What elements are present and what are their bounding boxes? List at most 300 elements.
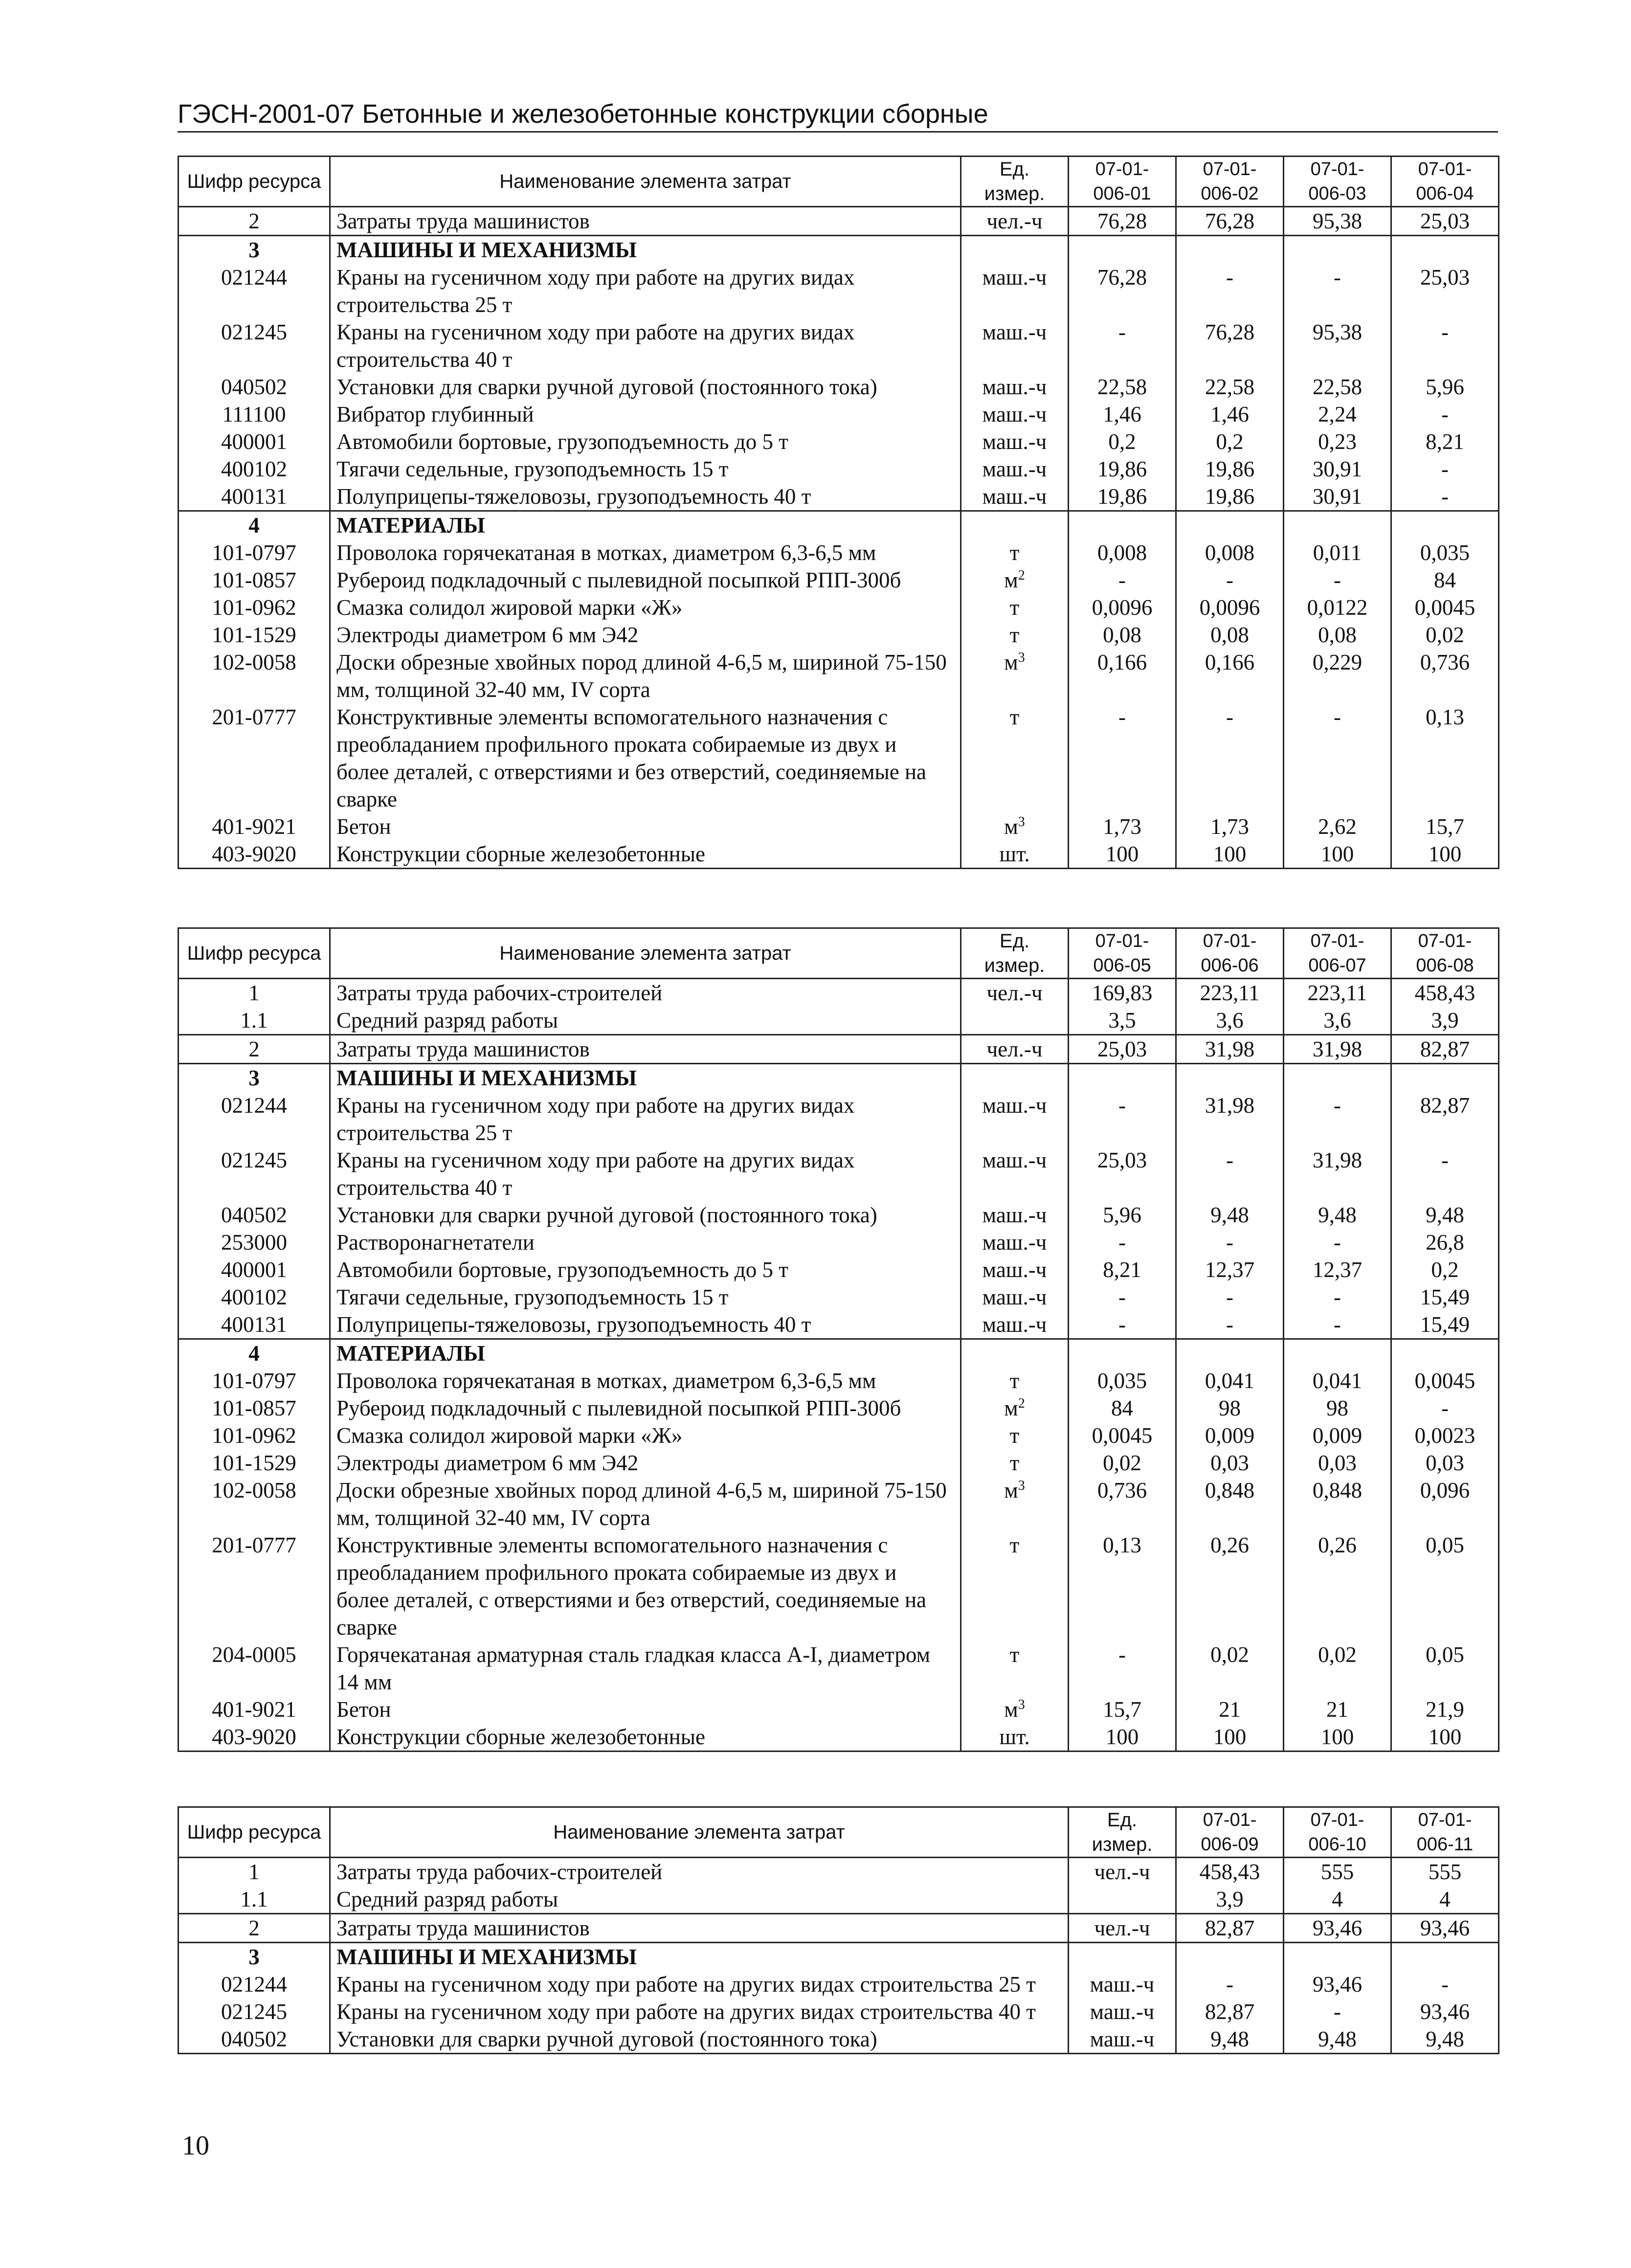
resource-name: Бетон (330, 1696, 961, 1723)
resource-code: 021245 (179, 1998, 330, 2025)
table-row (179, 318, 1499, 373)
norm-value: 0,008 (1176, 539, 1284, 566)
norm-value: 0,03 (1284, 1449, 1391, 1477)
resource-code: 3 (179, 236, 330, 264)
norm-value: - (1284, 1283, 1391, 1311)
norm-value: 0,041 (1284, 1367, 1391, 1394)
norm-value (1284, 1064, 1391, 1092)
norm-value: 0,0045 (1391, 1367, 1499, 1394)
table-row (179, 1007, 1499, 1035)
table-row (179, 1449, 1499, 1477)
norm-value: 100 (1069, 840, 1176, 869)
norm-value: 3,5 (1069, 1007, 1176, 1035)
norm-code-header (1069, 928, 1176, 979)
norm-value (1284, 1943, 1391, 1971)
norm-value: 100 (1176, 840, 1284, 869)
resource-unit: чел.-ч (961, 207, 1069, 236)
norm-value: 0,0045 (1069, 1422, 1176, 1449)
resource-unit: $м^2$ (961, 566, 1069, 594)
norm-value: 100 (1176, 1723, 1284, 1752)
resource-unit: маш.-ч (961, 1229, 1069, 1256)
norm-value: 93,46 (1391, 1998, 1499, 2025)
norm-value (1176, 1943, 1284, 1971)
table-row (179, 1146, 1499, 1201)
resource-name: МАШИНЫ И МЕХАНИЗМЫ (330, 1064, 961, 1092)
resource-code: 403-9020 (179, 1723, 330, 1752)
resource-table-1 (178, 156, 1499, 869)
norm-value: 25,03 (1391, 207, 1499, 236)
resource-code: 400001 (179, 428, 330, 455)
resource-name: Вибратор глубинный (330, 401, 961, 428)
norm-value: 31,98 (1176, 1092, 1284, 1146)
norm-value: 0,08 (1284, 621, 1391, 649)
resource-unit: т (961, 703, 1069, 813)
norm-value: 3,6 (1284, 1007, 1391, 1035)
resource-unit: т (961, 1422, 1069, 1449)
table-row (179, 1035, 1499, 1064)
norm-value: 15,49 (1391, 1311, 1499, 1339)
col-unit-header: Ед. измер. (961, 157, 1069, 207)
resource-unit (961, 1064, 1069, 1092)
norm-value: 31,98 (1284, 1035, 1391, 1064)
table-row (179, 539, 1499, 566)
resource-unit: маш.-ч (961, 264, 1069, 318)
resource-name: Электроды диаметром 6 мм Э42 (330, 621, 961, 649)
norm-value: 25,03 (1069, 1146, 1176, 1201)
norm-value: 25,03 (1069, 1035, 1176, 1064)
table-row (179, 979, 1499, 1007)
norm-value: - (1176, 1146, 1284, 1201)
resource-code: 021244 (179, 1971, 330, 1998)
norm-value: 0,2 (1391, 1256, 1499, 1283)
norm-value: 21 (1284, 1696, 1391, 1723)
norm-value (1391, 1943, 1499, 1971)
resource-unit: маш.-ч (961, 1146, 1069, 1201)
resource-code: 3 (179, 1943, 330, 1971)
norm-value: 8,21 (1391, 428, 1499, 455)
norm-value: 22,58 (1284, 373, 1391, 401)
norm-value: 9,48 (1284, 2025, 1391, 2054)
norm-value (1284, 236, 1391, 264)
norm-value: 3,9 (1176, 1886, 1284, 1914)
col-code-header: Шифр ресурса (179, 1807, 330, 1858)
table-row (179, 1201, 1499, 1229)
resource-name: Краны на гусеничном ходу при работе на других видах строительства 40 т (330, 1998, 1069, 2025)
norm-value: 100 (1284, 840, 1391, 869)
resource-unit: т (961, 539, 1069, 566)
norm-value (1284, 1339, 1391, 1368)
resource-unit: маш.-ч (961, 401, 1069, 428)
resource-name: Средний разряд работы (330, 1886, 1069, 1914)
table-row (179, 1886, 1499, 1914)
resource-name: Автомобили бортовые, грузоподъемность до 5 т (330, 1256, 961, 1283)
resource-code: 101-0797 (179, 1367, 330, 1394)
norm-value: - (1284, 1229, 1391, 1256)
resource-code: 040502 (179, 1201, 330, 1229)
norm-value: 30,91 (1284, 455, 1391, 483)
norm-value: 95,38 (1284, 318, 1391, 373)
resource-unit: чел.-ч (1069, 1914, 1176, 1943)
norm-value: 0,736 (1391, 649, 1499, 703)
norm-value: 0,736 (1069, 1477, 1176, 1531)
norm-code-part: 006-08 (1416, 955, 1474, 976)
table-row (179, 566, 1499, 594)
resource-name: Тягачи седельные, грузоподъемность 15 т (330, 1283, 961, 1311)
norm-value: - (1176, 264, 1284, 318)
norm-value: 82,87 (1176, 1998, 1284, 2025)
resource-code: 201-0777 (179, 703, 330, 813)
norm-code-part: 07-01- (1310, 931, 1364, 951)
table-row (179, 428, 1499, 455)
table-row (179, 1696, 1499, 1723)
norm-value: 458,43 (1176, 1858, 1284, 1886)
section-row (179, 511, 1499, 539)
resource-unit (961, 1007, 1069, 1035)
resource-code: 101-0857 (179, 1394, 330, 1422)
norm-value: 1,73 (1176, 813, 1284, 840)
norm-value: 100 (1391, 840, 1499, 869)
norm-value (1176, 236, 1284, 264)
norm-value (1069, 236, 1176, 264)
resource-unit: чел.-ч (961, 1035, 1069, 1064)
col-name-header: Наименование элемента затрат (330, 1807, 1069, 1858)
resource-name: МАШИНЫ И МЕХАНИЗМЫ (330, 1943, 1069, 1971)
resource-name: Доски обрезные хвойных пород длиной 4-6,5 м, шириной 75-150 мм, толщиной 32-40 мм, IV сорта (330, 1477, 961, 1531)
norm-value: 0,035 (1069, 1367, 1176, 1394)
norm-value: 2,62 (1284, 813, 1391, 840)
norm-value: 100 (1069, 1723, 1176, 1752)
resource-code: 204-0005 (179, 1641, 330, 1696)
resource-table-2 (178, 927, 1499, 1752)
resource-name: Электроды диаметром 6 мм Э42 (330, 1449, 961, 1477)
norm-value: 21,9 (1391, 1696, 1499, 1723)
section-row (179, 1339, 1499, 1368)
table-row (179, 1311, 1499, 1339)
norm-value: - (1069, 1283, 1176, 1311)
resource-unit: маш.-ч (961, 1256, 1069, 1283)
table-row (179, 840, 1499, 869)
norm-code-header (1391, 928, 1499, 979)
table-row (179, 649, 1499, 703)
resource-unit (961, 511, 1069, 539)
table-row (179, 1723, 1499, 1752)
resource-code: 040502 (179, 373, 330, 401)
norm-value: 15,7 (1391, 813, 1499, 840)
page-header: ГЭСН-2001-07 Бетонные и железобетонные конструкции сборные (178, 97, 1498, 133)
norm-code-part: 07-01- (1418, 1810, 1472, 1830)
table-row (179, 1998, 1499, 2025)
norm-value: 76,28 (1069, 207, 1176, 236)
norm-value: 0,011 (1284, 539, 1391, 566)
norm-value: 1,46 (1069, 401, 1176, 428)
norm-value: 0,229 (1284, 649, 1391, 703)
norm-value: 9,48 (1391, 2025, 1499, 2054)
norm-value: 22,58 (1176, 373, 1284, 401)
resource-name: Рубероид подкладочный с пылевидной посыпкой РПП-300б (330, 1394, 961, 1422)
resource-unit: $м^3$ (961, 1696, 1069, 1723)
norm-value: - (1176, 703, 1284, 813)
resource-unit: маш.-ч (1069, 1998, 1176, 2025)
norm-value: 84 (1069, 1394, 1176, 1422)
norm-value: - (1284, 1311, 1391, 1339)
resource-unit: маш.-ч (961, 1311, 1069, 1339)
norm-value: 98 (1284, 1394, 1391, 1422)
resource-name: Автомобили бортовые, грузоподъемность до 5 т (330, 428, 961, 455)
norm-value: - (1391, 1971, 1499, 1998)
table-row (179, 1914, 1499, 1943)
resource-name: Установки для сварки ручной дуговой (постоянного тока) (330, 2025, 1069, 2054)
page-number: 10 (182, 2131, 209, 2161)
norm-code-part: 006-09 (1201, 1834, 1259, 1855)
norm-code-part: 006-03 (1308, 183, 1366, 204)
norm-value: 0,848 (1284, 1477, 1391, 1531)
resource-unit (1069, 1886, 1176, 1914)
norm-value: 4 (1284, 1886, 1391, 1914)
norm-value: 0,05 (1391, 1641, 1499, 1696)
norm-value: 19,86 (1176, 455, 1284, 483)
norm-value: 26,8 (1391, 1229, 1499, 1256)
table-row (179, 455, 1499, 483)
section-row (179, 1064, 1499, 1092)
resource-name: МАТЕРИАЛЫ (330, 1339, 961, 1368)
norm-value: 76,28 (1176, 318, 1284, 373)
norm-value: 0,26 (1284, 1531, 1391, 1641)
resource-unit: маш.-ч (961, 1283, 1069, 1311)
norm-code-part: 07-01- (1203, 931, 1257, 951)
norm-value: 0,26 (1176, 1531, 1284, 1641)
norm-code-part: 07-01- (1203, 1810, 1257, 1830)
resource-code: 201-0777 (179, 1531, 330, 1641)
norm-value: 9,48 (1176, 2025, 1284, 2054)
section-row (179, 236, 1499, 264)
norm-code-header (1176, 1807, 1284, 1858)
resource-code: 102-0058 (179, 1477, 330, 1531)
col-unit-header: Ед. измер. (961, 928, 1069, 979)
resource-name: Горячекатаная арматурная сталь гладкая класса А-I, диаметром 14 мм (330, 1641, 961, 1696)
norm-code-header (1176, 157, 1284, 207)
norm-value: 30,91 (1284, 483, 1391, 511)
norm-code-header (1176, 928, 1284, 979)
table-row (179, 207, 1499, 236)
norm-value (1176, 511, 1284, 539)
norm-value: 15,49 (1391, 1283, 1499, 1311)
norm-value: 223,11 (1284, 979, 1391, 1007)
norm-value: - (1284, 1092, 1391, 1146)
resource-name: Установки для сварки ручной дуговой (постоянного тока) (330, 373, 961, 401)
resource-name: Затраты труда рабочих-строителей (330, 1858, 1069, 1886)
norm-value: - (1391, 318, 1499, 373)
norm-value (1176, 1064, 1284, 1092)
norm-code-header (1284, 928, 1391, 979)
norm-value: 0,02 (1391, 621, 1499, 649)
resource-name: Тягачи седельные, грузоподъемность 15 т (330, 455, 961, 483)
resource-unit (1069, 1943, 1176, 1971)
resource-name: Конструкции сборные железобетонные (330, 840, 961, 869)
resource-name: Установки для сварки ручной дуговой (постоянного тока) (330, 1201, 961, 1229)
norm-value: 3,6 (1176, 1007, 1284, 1035)
table-header-row (179, 1807, 1499, 1858)
resource-unit: маш.-ч (961, 483, 1069, 511)
norm-value: 458,43 (1391, 979, 1499, 1007)
resource-code: 400001 (179, 1256, 330, 1283)
table-row (179, 703, 1499, 813)
resource-code: 2 (179, 207, 330, 236)
resource-code: 101-0962 (179, 594, 330, 621)
resource-unit: т (961, 1531, 1069, 1641)
norm-code-part: 006-02 (1201, 183, 1259, 204)
norm-value: 0,166 (1069, 649, 1176, 703)
norm-value: 98 (1176, 1394, 1284, 1422)
table-row (179, 1641, 1499, 1696)
resource-unit: $м^3$ (961, 649, 1069, 703)
norm-value: 0,0023 (1391, 1422, 1499, 1449)
norm-value: 25,03 (1391, 264, 1499, 318)
table-row (179, 373, 1499, 401)
resource-code: 3 (179, 1064, 330, 1092)
norm-value: 95,38 (1284, 207, 1391, 236)
norm-value: 5,96 (1391, 373, 1499, 401)
norm-value (1391, 511, 1499, 539)
table-row (179, 621, 1499, 649)
norm-code-part: 07-01- (1095, 931, 1149, 951)
norm-value: 0,13 (1391, 703, 1499, 813)
norm-value (1391, 1339, 1499, 1368)
resource-unit: маш.-ч (961, 1201, 1069, 1229)
norm-value: 93,46 (1284, 1914, 1391, 1943)
resource-name: Конструктивные элементы вспомогательного назначения с преобладанием профильного проката собираемые из двух и более деталей, с отверстиями и без отверстий, соединяемые на сварке (330, 1531, 961, 1641)
col-name-header: Наименование элемента затрат (330, 928, 961, 979)
norm-value: 12,37 (1176, 1256, 1284, 1283)
norm-value: - (1069, 1641, 1176, 1696)
norm-value: 31,98 (1176, 1035, 1284, 1064)
norm-value (1069, 1339, 1176, 1368)
table-row (179, 1229, 1499, 1256)
resource-unit: маш.-ч (961, 373, 1069, 401)
norm-value: - (1391, 455, 1499, 483)
resource-code: 400102 (179, 1283, 330, 1311)
resource-code: 101-0797 (179, 539, 330, 566)
table-row (179, 594, 1499, 621)
norm-value: 223,11 (1176, 979, 1284, 1007)
resource-code: 253000 (179, 1229, 330, 1256)
resource-name: Краны на гусеничном ходу при работе на других видах строительства 25 т (330, 1971, 1069, 1998)
resource-name: Растворонагнетатели (330, 1229, 961, 1256)
resource-name: Средний разряд работы (330, 1007, 961, 1035)
resource-name: Проволока горячекатаная в мотках, диаметром 6,3-6,5 мм (330, 539, 961, 566)
resource-name: МАШИНЫ И МЕХАНИЗМЫ (330, 236, 961, 264)
norm-value: 82,87 (1391, 1092, 1499, 1146)
resource-code: 102-0058 (179, 649, 330, 703)
norm-value: 169,83 (1069, 979, 1176, 1007)
norm-value: 100 (1284, 1723, 1391, 1752)
norm-value: 0,0045 (1391, 594, 1499, 621)
norm-value: 19,86 (1069, 483, 1176, 511)
col-unit-header: Ед. измер. (1069, 1807, 1176, 1858)
norm-value: 0,05 (1391, 1531, 1499, 1641)
resource-name: Рубероид подкладочный с пылевидной посыпкой РПП-300б (330, 566, 961, 594)
resource-name: Затраты труда машинистов (330, 1035, 961, 1064)
norm-value: 0,0096 (1069, 594, 1176, 621)
resource-unit: маш.-ч (1069, 2025, 1176, 2054)
resource-unit: маш.-ч (961, 1092, 1069, 1146)
norm-value: 12,37 (1284, 1256, 1391, 1283)
table-row (179, 1394, 1499, 1422)
resource-unit: т (961, 594, 1069, 621)
norm-code-part: 006-01 (1093, 183, 1151, 204)
resource-unit: т (961, 1367, 1069, 1394)
norm-value: 0,02 (1176, 1641, 1284, 1696)
norm-value: 84 (1391, 566, 1499, 594)
resource-code: 4 (179, 511, 330, 539)
norm-value: 0,009 (1284, 1422, 1391, 1449)
norm-code-part: 006-07 (1308, 955, 1366, 976)
norm-value: 1,73 (1069, 813, 1176, 840)
resource-name: Смазка солидол жировой марки «Ж» (330, 1422, 961, 1449)
norm-value: 0,041 (1176, 1367, 1284, 1394)
resource-unit: $м^2$ (961, 1394, 1069, 1422)
norm-code-part: 07-01- (1310, 159, 1364, 180)
col-code-header: Шифр ресурса (179, 157, 330, 207)
resource-code: 111100 (179, 401, 330, 428)
norm-value: 76,28 (1176, 207, 1284, 236)
resource-code: 021244 (179, 1092, 330, 1146)
norm-value (1391, 1064, 1499, 1092)
norm-value: 0,009 (1176, 1422, 1284, 1449)
table-row (179, 1477, 1499, 1531)
norm-value (1069, 511, 1176, 539)
table-row (179, 264, 1499, 318)
resource-code: 400131 (179, 483, 330, 511)
norm-value: 9,48 (1176, 1201, 1284, 1229)
norm-value: 8,21 (1069, 1256, 1176, 1283)
norm-value: 0,166 (1176, 649, 1284, 703)
norm-value: 21 (1176, 1696, 1284, 1723)
resource-table-3 (178, 1806, 1499, 2054)
resource-name: Полуприцепы-тяжеловозы, грузоподъемность 40 т (330, 483, 961, 511)
resource-code: 400131 (179, 1311, 330, 1339)
resource-code: 1 (179, 979, 330, 1007)
table-row (179, 1422, 1499, 1449)
col-code-header: Шифр ресурса (179, 928, 330, 979)
norm-value: - (1284, 703, 1391, 813)
resource-unit: шт. (961, 840, 1069, 869)
resource-name: Проволока горячекатаная в мотках, диаметром 6,3-6,5 мм (330, 1367, 961, 1394)
table-row (179, 1971, 1499, 1998)
resource-name: Краны на гусеничном ходу при работе на других видах строительства 40 т (330, 318, 961, 373)
resource-code: 403-9020 (179, 840, 330, 869)
norm-code-part: 07-01- (1203, 159, 1257, 180)
resource-code: 021245 (179, 318, 330, 373)
norm-value: 0,02 (1069, 1449, 1176, 1477)
norm-value: 93,46 (1284, 1971, 1391, 1998)
norm-value: 0,2 (1069, 428, 1176, 455)
resource-unit: т (961, 1449, 1069, 1477)
norm-code-part: 07-01- (1418, 159, 1472, 180)
resource-name: Доски обрезные хвойных пород длиной 4-6,5 м, шириной 75-150 мм, толщиной 32-40 мм, IV сорта (330, 649, 961, 703)
resource-code: 101-1529 (179, 1449, 330, 1477)
norm-value: - (1391, 1146, 1499, 1201)
section-row (179, 1943, 1499, 1971)
resource-unit: маш.-ч (961, 318, 1069, 373)
norm-value: - (1284, 264, 1391, 318)
norm-value: 4 (1391, 1886, 1499, 1914)
norm-value (1391, 236, 1499, 264)
resource-name: Смазка солидол жировой марки «Ж» (330, 594, 961, 621)
resource-unit: маш.-ч (1069, 1971, 1176, 1998)
norm-value: 9,48 (1391, 1201, 1499, 1229)
norm-code-header (1284, 157, 1391, 207)
norm-code-header (1069, 157, 1176, 207)
